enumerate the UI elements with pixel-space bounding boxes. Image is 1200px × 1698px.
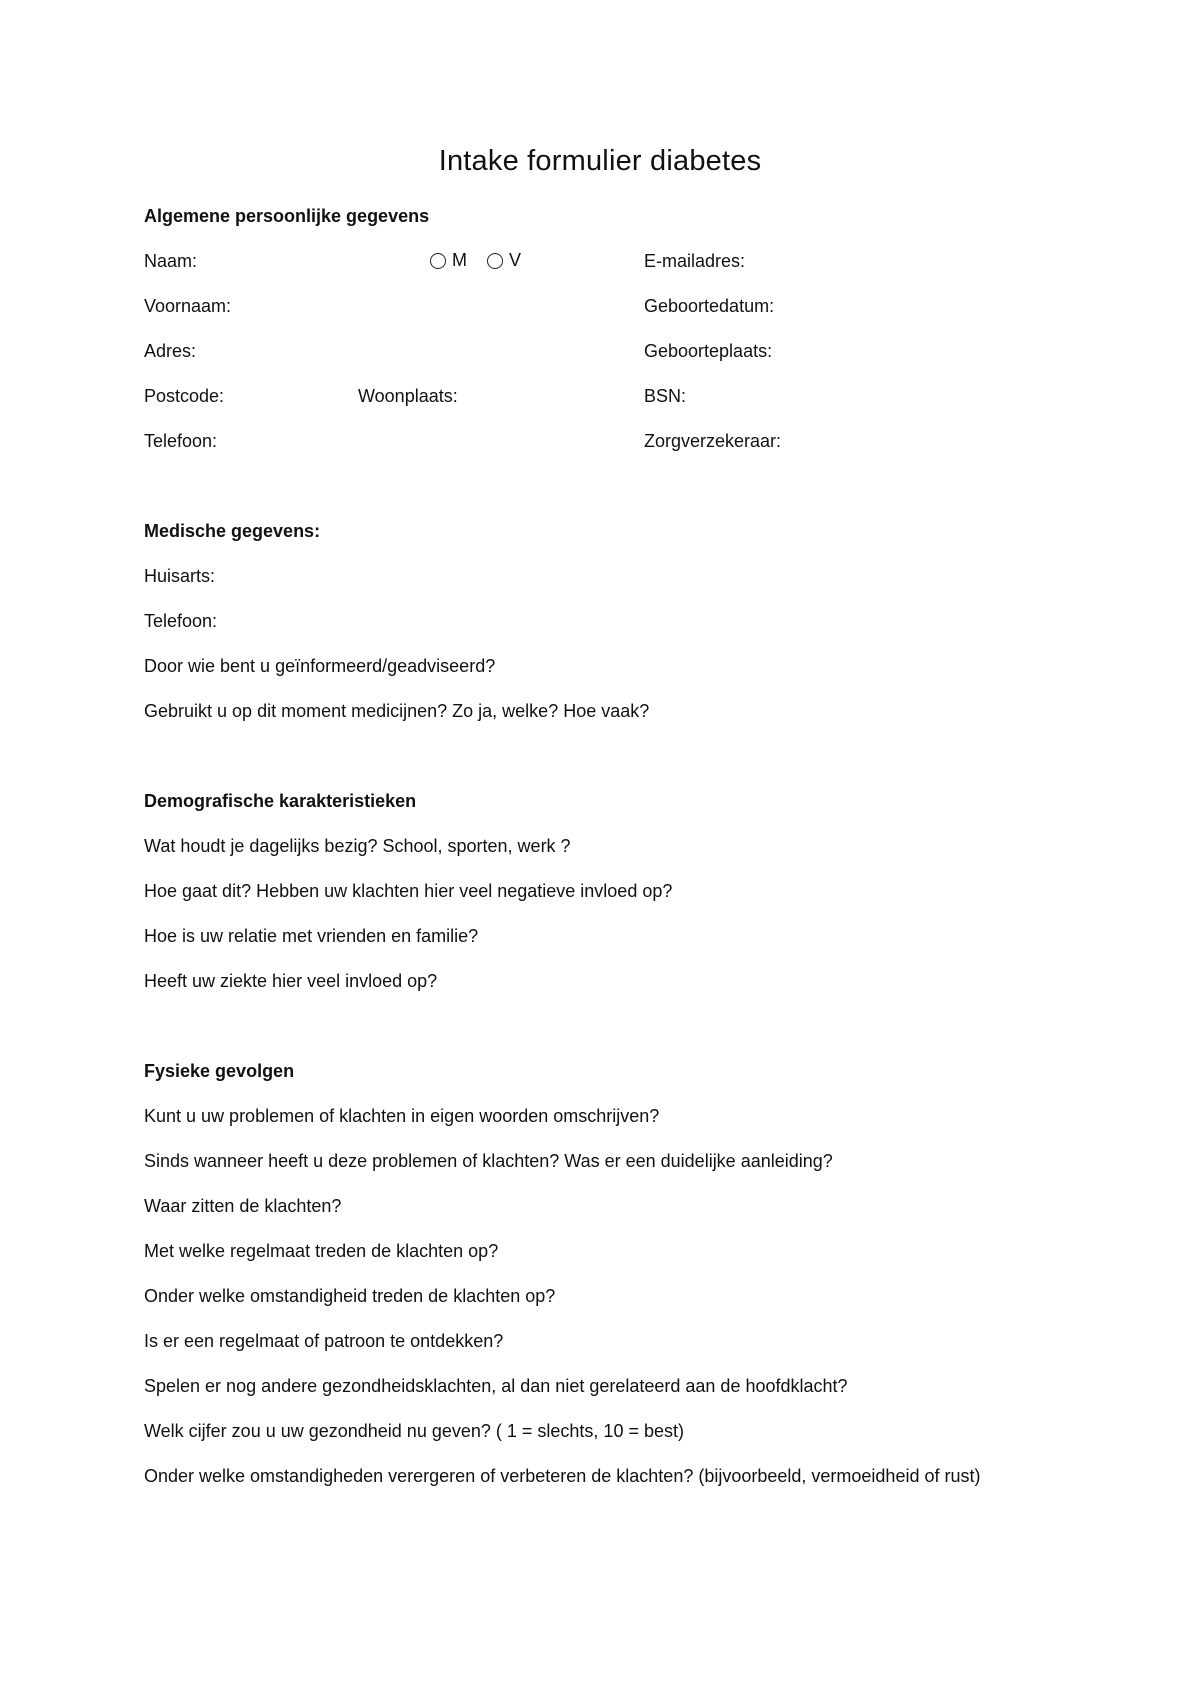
radio-v-label: V <box>509 250 522 270</box>
gender-options <box>430 250 535 271</box>
label-geboortedatum: Geboortedatum: <box>644 296 775 316</box>
physical-item: Onder welke omstandigheid treden de klachten op? <box>144 1286 556 1306</box>
section-heading-physical: Fysieke gevolgen <box>144 1061 295 1081</box>
physical-item: Spelen er nog andere gezondheidsklachten, al dan niet gerelateerd aan de hoofdklacht? <box>144 1376 848 1396</box>
radio-m-label: M <box>452 250 467 270</box>
section-heading-demographic: Demografische karakteristieken <box>144 791 417 811</box>
label-woonplaats: Woonplaats: <box>358 386 458 406</box>
label-voornaam: Voornaam: <box>144 296 232 316</box>
page-title: Intake formulier diabetes <box>438 145 762 177</box>
physical-item: Met welke regelmaat treden de klachten op? <box>144 1241 499 1261</box>
demographic-item: Hoe is uw relatie met vrienden en familie? <box>144 926 479 946</box>
medical-item: Gebruikt u op dit moment medicijnen? Zo ja, welke? Hoe vaak? <box>144 701 650 721</box>
physical-item: Welk cijfer zou u uw gezondheid nu geven? ( 1 = slechts, 10 = best) <box>144 1421 684 1441</box>
physical-item: Waar zitten de klachten? <box>144 1196 342 1216</box>
label-naam: Naam: <box>144 251 198 271</box>
medical-item: Huisarts: <box>144 566 216 586</box>
medical-item: Telefoon: <box>144 611 218 631</box>
physical-item: Is er een regelmaat of patroon te ontdekken? <box>144 1331 504 1351</box>
label-zorgverzekeraar: Zorgverzekeraar: <box>644 431 782 451</box>
label-geboorteplaats: Geboorteplaats: <box>644 341 773 361</box>
section-heading-personal: Algemene persoonlijke gegevens <box>144 206 430 226</box>
demographic-item: Hoe gaat dit? Hebben uw klachten hier veel negatieve invloed op? <box>144 881 673 901</box>
demographic-item: Heeft uw ziekte hier veel invloed op? <box>144 971 438 991</box>
label-bsn: BSN: <box>644 386 687 406</box>
radio-v[interactable] <box>487 253 503 269</box>
label-postcode: Postcode: <box>144 386 225 406</box>
label-telefoon: Telefoon: <box>144 431 218 451</box>
physical-item: Onder welke omstandigheden verergeren of verbeteren de klachten? (bijvoorbeeld, vermoeidheid of rust) <box>144 1466 981 1486</box>
section-heading-medical: Medische gegevens: <box>144 521 321 541</box>
label-email: E-mailadres: <box>644 251 746 271</box>
medical-item: Door wie bent u geïnformeerd/geadviseerd? <box>144 656 496 676</box>
radio-m[interactable] <box>430 253 446 269</box>
physical-item: Kunt u uw problemen of klachten in eigen woorden omschrijven? <box>144 1106 660 1126</box>
demographic-item: Wat houdt je dagelijks bezig? School, sporten, werk ? <box>144 836 571 856</box>
physical-item: Sinds wanneer heeft u deze problemen of klachten? Was er een duidelijke aanleiding? <box>144 1151 833 1171</box>
label-adres: Adres: <box>144 341 197 361</box>
